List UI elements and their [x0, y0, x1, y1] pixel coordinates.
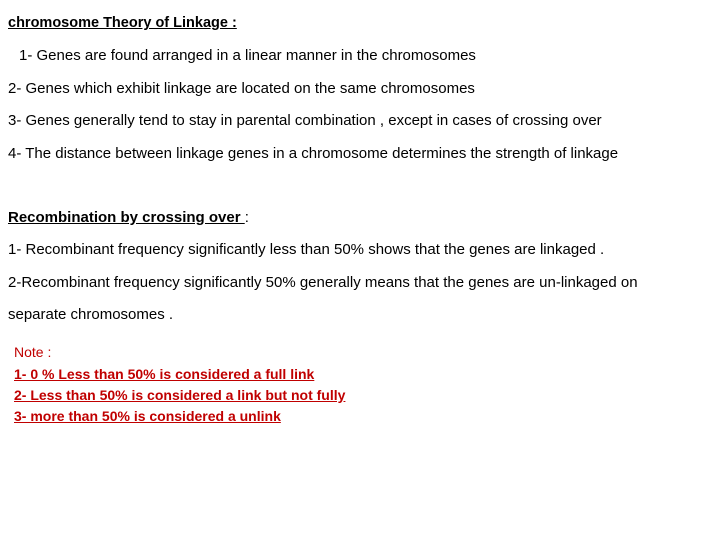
- recombination-heading: Recombination by crossing over: [8, 209, 245, 226]
- page-title: chromosome Theory of Linkage :: [8, 15, 237, 31]
- theory-point-1: 1- Genes are found arranged in a linear manner in the chromosomes: [19, 47, 476, 64]
- recombination-heading-line: [8, 209, 249, 227]
- theory-point-3: 3- Genes generally tend to stay in parental combination , except in cases of crossing over: [8, 112, 602, 129]
- theory-point-4: 4- The distance between linkage genes in a chromosome determines the strength of linkage: [8, 145, 619, 162]
- note-label: Note :: [14, 344, 52, 360]
- note-item-2: 2- Less than 50% is considered a link but not fully: [14, 387, 346, 403]
- recombination-point-1: 1- Recombinant frequency significantly less than 50% shows that the genes are linkaged .: [8, 241, 605, 258]
- recombination-point-2-continued: separate chromosomes .: [8, 306, 174, 323]
- theory-point-2: 2- Genes which exhibit linkage are located on the same chromosomes: [8, 80, 475, 97]
- recombination-point-2: 2-Recombinant frequency significantly 50% generally means that the genes are un-linkaged on: [8, 274, 638, 291]
- recombination-heading-colon: :: [244, 209, 249, 226]
- note-item-3: 3- more than 50% is considered a unlink: [14, 408, 281, 424]
- note-item-1: 1- 0 % Less than 50% is considered a full link: [14, 366, 315, 382]
